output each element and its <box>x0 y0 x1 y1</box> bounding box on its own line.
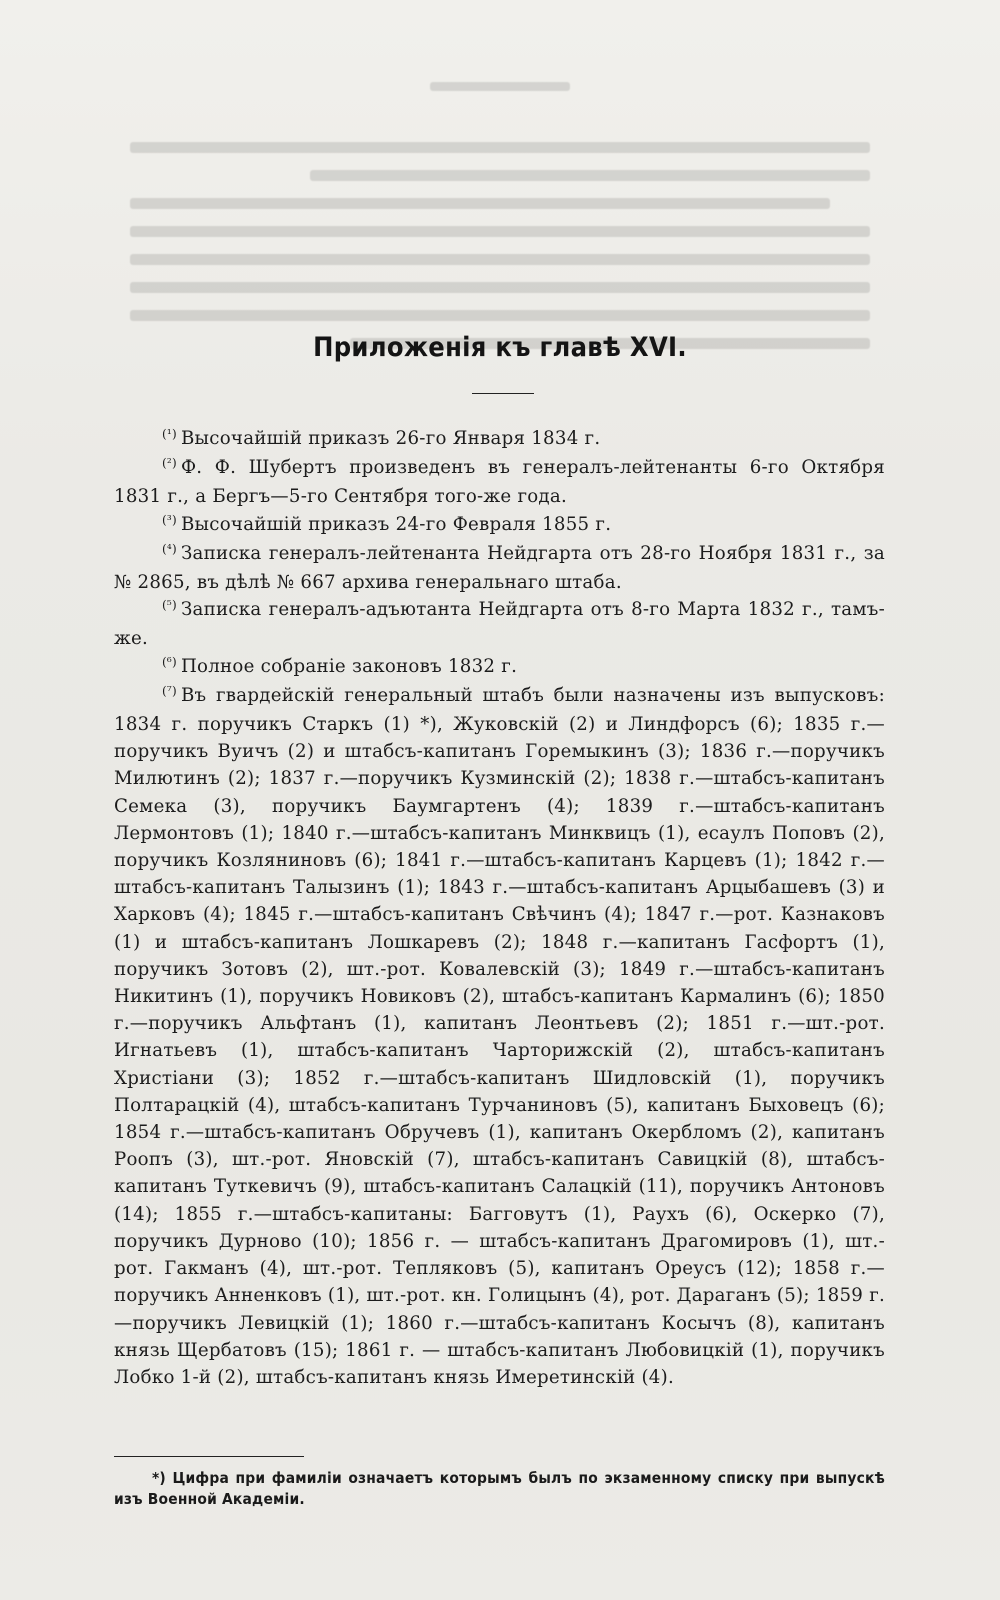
title-rule <box>472 393 534 394</box>
note-text: Высочайшій приказъ 26-го Января 1834 г. <box>180 428 601 449</box>
note-4 <box>114 540 885 596</box>
appendix-title: Приложенія къ главѣ XVI. <box>313 332 687 363</box>
note-text: Въ гвардейскій генеральный штабъ были назначены изъ выпусковъ: 1834 г. поручикъ Старкъ (1) *), Жуковскій (2) и Линдфорсъ (6); 1835 г.—поручикъ Вуичъ (2) и штабсъ-капитанъ Горемыкинъ (3); 1836 г.—поручикъ Милютинъ (2); 1837 г.—поручикъ Кузминскій (2); 1838 г.—штабсъ-капитанъ Семека (3), поручикъ Баумгартенъ (4); 1839 г.—штабсъ-капитанъ Лермонтовъ (1); 1840 г.—штабсъ-капитанъ Минквицъ (1), есаулъ Поповъ (2), поручикъ Козляниновъ (6); 1841 г.—штабсъ-капитанъ Карцевъ (1); 1842 г.—штабсъ-капитанъ Талызинъ (1); 1843 г.—штабсъ-капитанъ Арцыбашевъ (3) и Харковъ (4); 1845 г.—штабсъ-капитанъ Свѣчинъ (4); 1847 г.—рот. Казнаковъ (1) и штабсъ-капитанъ Лошкаревъ (2); 1848 г.—капитанъ Гасфортъ (1), поручикъ Зотовъ (2), шт.-рот. Ковалевскій (3); 1849 г.—штабсъ-капитанъ Никитинъ (1), поручикъ Новиковъ (2), штабсъ-капитанъ Кармалинъ (6); 1850 г.—поручикъ Альфтанъ (1), капитанъ Леонтьевъ (2); 1851 г.—шт.-рот. Игнатьевъ (1), штабсъ-капитанъ Чарторижскій (2), штабсъ-капитанъ Христіани (3); 1852 г.—штабсъ-капитанъ Шидловскій (1), поручикъ Полтарацкій (4), штабсъ-капитанъ Турчаниновъ (5), капитанъ Быховецъ (6); 1854 г.—штабсъ-капитанъ Обручевъ (1), капитанъ Окербломъ (2), капитанъ Роопъ (3), шт.-рот. Яновскій (7), штабсъ-капитанъ Савицкій (8), штабсъ-капитанъ Туткевичъ (9), штабсъ-капитанъ Салацкій (11), поручикъ Антоновъ (14); 1855 г.—штабсъ-капитаны: Багговутъ (1), Раухъ (6), Оскерко (7), поручикъ Дурново (10); 1856 г. — штабсъ-капитанъ Драгомировъ (1), шт.-рот. Гакманъ (4), шт.-рот. Тепляковъ (5), капитанъ Ореусъ (12); 1858 г.—поручикъ Анненковъ (1), шт.-рот. кн. Голицынъ (4), рот. Дараганъ (5); 1859 г.—поручикъ Левицкій (1); 1860 г.—штабсъ-капитанъ Косычъ (8), капитанъ князь Щербатовъ (15); 1861 г. — штабсъ-капитанъ Любовицкій (1), поручикъ Лобко 1-й (2), штабсъ-капитанъ князь Имеретинскій (4). <box>114 684 885 1388</box>
note-marker: (⁵) <box>162 598 177 613</box>
note-marker: (¹) <box>162 427 177 441</box>
note-text: Записка генералъ-лейтенанта Нейдгарта отъ 28-го Ноября 1831 г., за № 2865, въ дѣлѣ № 667 архива генеральнаго штаба. <box>114 542 885 594</box>
notes-body <box>114 425 885 1391</box>
note-text: Ф. Ф. Шубертъ произведенъ въ генералъ-лейтенанты 6-го Октября 1831 г., а Бергъ—5-го Сентября того-же года. <box>114 457 885 508</box>
note-2 <box>114 454 885 510</box>
note-marker: (⁷) <box>162 683 177 698</box>
footnote: *) Цифра при фамиліи означаетъ которымъ былъ по экзаменному списку при выпускѣ изъ Военной Академіи. <box>114 1469 885 1508</box>
note-text: Высочайшій приказъ 24-го Февраля 1855 г. <box>180 513 612 535</box>
show-through-text <box>130 70 870 370</box>
note-text: Полное собраніе законовъ 1832 г. <box>180 655 518 677</box>
note-1 <box>114 425 885 454</box>
note-marker: (²) <box>162 456 177 471</box>
note-6 <box>114 653 885 682</box>
note-3 <box>114 511 885 540</box>
note-marker: (⁶) <box>162 654 177 669</box>
note-text: Записка генералъ-адъютанта Нейдгарта отъ 8-го Марта 1832 г., тамъ-же. <box>114 599 885 650</box>
note-marker: (⁴) <box>162 541 177 556</box>
footnote-rule <box>114 1456 304 1457</box>
note-7 <box>114 682 885 1391</box>
note-marker: (³) <box>162 512 177 527</box>
note-5 <box>114 596 885 652</box>
